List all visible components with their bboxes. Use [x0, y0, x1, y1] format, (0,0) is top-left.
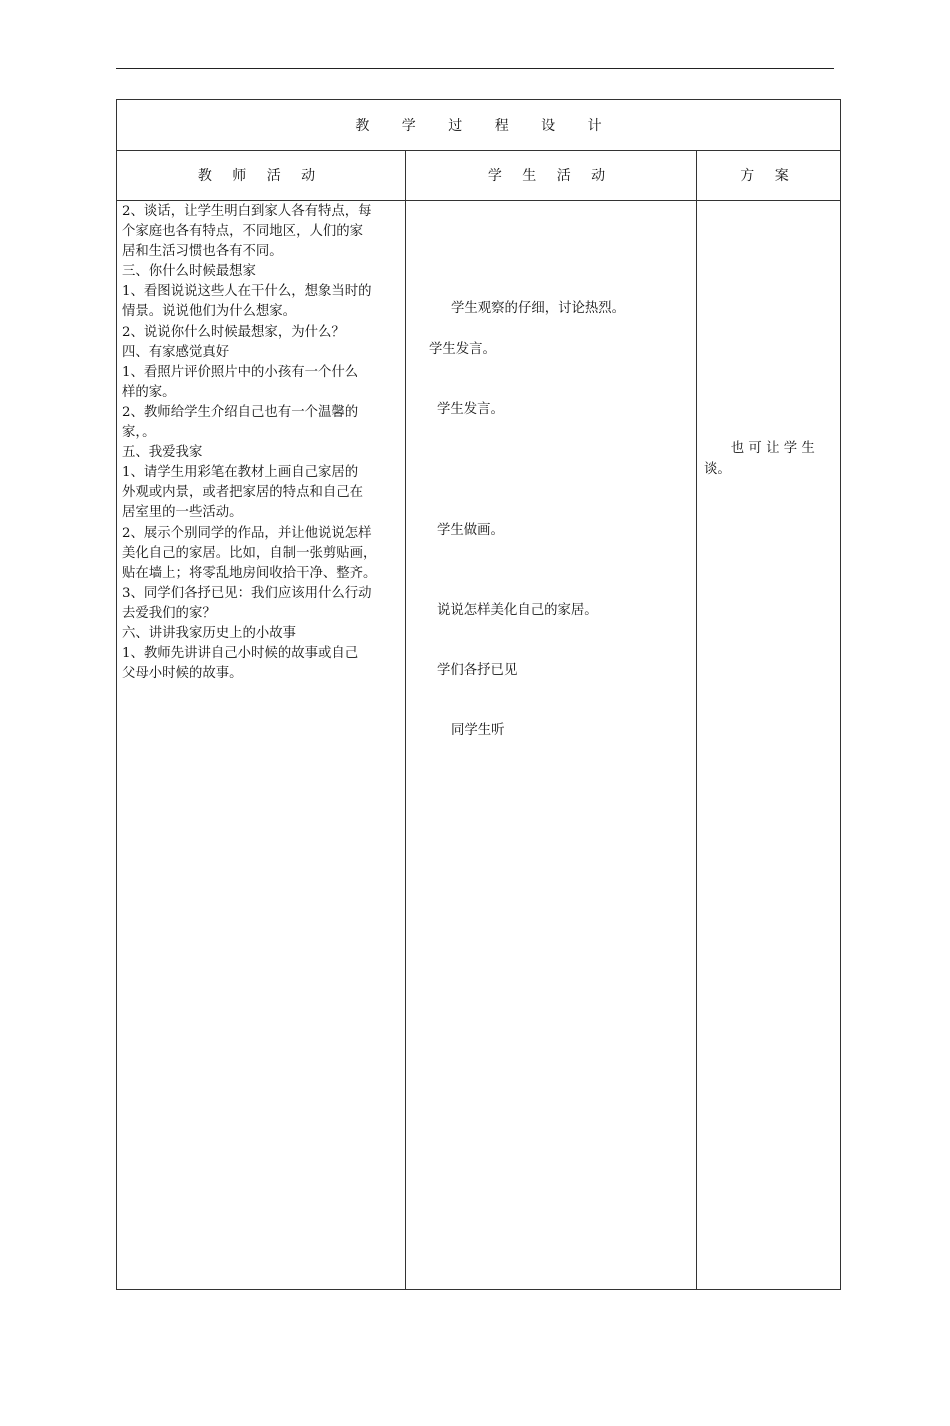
column-header-teacher: 教 师 活 动	[197, 168, 324, 184]
teacher-line: 2、谈话，让学生明白到家人各有特点，每	[122, 204, 372, 219]
student-activity-opinions: 学们各抒已见	[437, 663, 518, 678]
plan-line: 谈。	[704, 461, 731, 477]
teacher-line: 外观或内景，或者把家居的特点和自己在	[122, 485, 364, 501]
teacher-line: 家，。	[122, 425, 156, 441]
teacher-line: 2、展示个别同学的作品，并让他说说怎样	[122, 525, 372, 541]
column-divider-2	[696, 150, 697, 1290]
column-header-plan: 方 案	[740, 168, 797, 184]
teacher-line: 父母小时候的故事。	[122, 666, 243, 682]
student-activity-listen: 同学生听	[451, 723, 505, 738]
teacher-line: 贴在墙上；将零乱地房间收拾干净、整齐。	[122, 565, 377, 581]
student-activity-observe: 学生观察的仔细，讨论热烈。	[451, 301, 626, 316]
student-activity-draw: 学生做画。	[437, 523, 504, 538]
teacher-line: 三、你什么时候最想家	[122, 264, 256, 280]
header-row-divider	[116, 200, 841, 201]
teacher-line: 个家庭也各有特点，不同地区，人们的家	[122, 224, 364, 240]
teacher-line: 2、说说你什么时候最想家，为什么？	[122, 324, 345, 340]
teacher-line: 去爱我们的家？	[122, 605, 216, 621]
teacher-line: 五、我爱我家	[122, 445, 203, 461]
student-activity-beautify: 说说怎样美化自己的家居。	[437, 603, 598, 618]
teacher-line: 1、看照片评价照片中的小孩有一个什么	[122, 364, 359, 380]
teacher-line: 1、看图说说这些人在干什么，想象当时的	[122, 284, 372, 300]
plan-line: 也 可 让 学 生	[704, 441, 815, 456]
teacher-line: 六、讲讲我家历史上的小故事	[122, 625, 297, 641]
column-header-student: 学 生 活 动	[487, 168, 614, 184]
teacher-line: 3、同学们各抒已见：我们应该用什么行动	[122, 585, 372, 601]
teacher-activity-cell	[122, 202, 400, 684]
teacher-line: 1、请学生用彩笔在教材上画自己家居的	[122, 465, 359, 481]
teacher-line: 居和生活习惯也各有不同。	[122, 244, 283, 260]
column-divider-1	[405, 150, 406, 1290]
student-activity-speak-2: 学生发言。	[437, 402, 504, 417]
page-header-rule	[116, 68, 834, 69]
teacher-line: 2、教师给学生介绍自己也有一个温馨的	[122, 404, 359, 420]
teacher-line: 样的家。	[122, 384, 176, 400]
teacher-line: 美化自己的家居。比如，自制一张剪贴画，	[122, 545, 377, 561]
teacher-line: 1、教师先讲讲自己小时候的故事或自己	[122, 646, 359, 662]
table-title: 教 学 过 程 设 计	[355, 117, 616, 134]
teacher-line: 情景。说说他们为什么想家。	[122, 304, 297, 320]
teacher-line: 居室里的一些活动。	[122, 505, 243, 521]
plan-cell	[704, 439, 834, 480]
teacher-line: 四、有家感觉真好	[122, 344, 230, 360]
student-activity-speak-1: 学生发言。	[429, 342, 496, 357]
